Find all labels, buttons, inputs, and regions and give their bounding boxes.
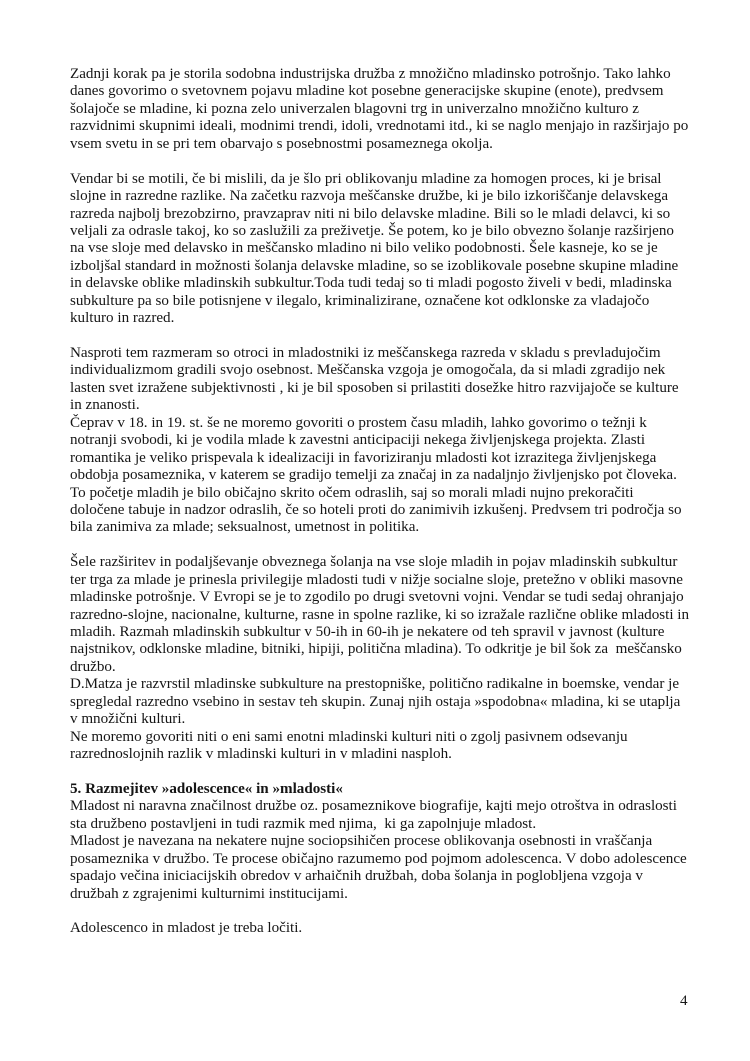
text-line: spregledal razredno vsebino in sestav teh skupin. Zunaj njih ostaja »spodobna« mladina, ki se utaplja [70, 693, 681, 710]
text-line: v množični kulturi. [70, 711, 186, 728]
paragraph [70, 554, 710, 763]
text-line: vsem svetu in se pri tem obarvajo s posebnostmi posameznega okolja. [70, 135, 493, 152]
text-line: izboljšal standard in možnosti šolanja delavske mladine, so se izoblikovale posebne skupine mladine [70, 257, 679, 274]
text-line: Adolescenco in mladost je treba ločiti. [70, 920, 303, 937]
text-content [70, 66, 710, 938]
text-line: Ne moremo govoriti niti o eni sami enotni mladinski kulturi niti o zgolj pasivnem odsevanju [70, 728, 628, 745]
text-line: določene tabuje in nadzor odraslih, če so hoteli proti do zanimivih izkušenj. Predvsem tri področja so [70, 501, 682, 518]
text-line: Čeprav v 18. in 19. st. še ne moremo govoriti o prostem času mladih, lahko govorimo o težnji k [70, 414, 647, 431]
text-line: bila zanimiva za mlade; seksualnost, umetnost in politika. [70, 519, 420, 536]
text-line: in delavske oblike mladinskih subkultur.Toda tudi tedaj so ti mladi pogosto živeli v bedi, mladinska [70, 275, 672, 292]
text-line: danes govorimo o svetovnem pojavu mladine kot posebne generacijske skupine (enote), predvsem [70, 83, 664, 100]
text-line: razrednoslojnih razlik v mladinski kulturi in v mladini nasploh. [70, 746, 452, 763]
text-line: To početje mladih je bilo običajno skrito očem odraslih, saj so morali mladi nujno prekoračiti [70, 484, 634, 501]
text-line: razredno-slojne, nacionalne, kulturne, rasne in spolne razlike, ki so izražale različne oblike mladosti in [70, 606, 690, 623]
paragraph [70, 798, 710, 903]
text-line: Mladost je navezana na nekatere nujne sociopsihičen procese oblikovanja osebnosti in vraščanja [70, 833, 653, 850]
text-line: na vse sloje med delavsko in meščansko mladino ni bilo veliko podobnosti. Šele kasneje, ko se je [70, 240, 658, 257]
text-line: razreda najbolj brezobzirno, pravzaprav niti ni bilo delavske mladine. Bili so le mladi delavci, ki so [70, 205, 671, 222]
text-line: notranji svobodi, ki je vodila mlade k zavestni anticipaciji nekega življenjskega projekta. Zlasti [70, 432, 646, 449]
text-line: Zadnji korak pa je storila sodobna industrijska družba z množično mladinsko potrošnjo. Tako lahko [70, 66, 671, 82]
text-line: mladih. Razmah mladinskih subkultur v 50-ih in 60-ih je nekatere od teh spravil v javnost (kulture [70, 624, 665, 640]
paragraph [70, 66, 710, 153]
text-line: družbo. [70, 658, 116, 675]
text-line: Vendar bi se motili, če bi mislili, da je šlo pri oblikovanju mladine za homogen proces, ki je brisal [70, 170, 662, 187]
text-line: ter trga za mlade je prinesla privilegije mladosti tudi v nižje socialne sloje, pretežno v obliki masovne [70, 571, 683, 588]
text-line: posameznika v družbo. Te procese običajno razumemo pod pojmom adolescenca. V dobo adolescence [70, 850, 687, 867]
text-line: D.Matza je razvrstil mladinske subkulture na prestopniške, politično radikalne in boemske, vendar je [70, 676, 680, 693]
paragraph [70, 345, 710, 537]
text-line: Mladost ni naravna značilnost družbe oz. posameznikove biografije, kajti mejo otroštva in odraslosti [70, 798, 677, 815]
text-line: Nasproti tem razmeram so otroci in mladostniki iz meščanskega razreda v skladu s prevladujočim [70, 345, 661, 361]
text-line: slojne in razredne razlike. Na začetku razvoja meščanske družbe, ki je bilo izkoriščanje delavskega [70, 188, 669, 205]
paragraph [70, 171, 710, 328]
text-line: in znanosti. [70, 397, 140, 414]
text-line: razvidnimi skupnimi ideali, modnimi trendi, idoli, vrednotami itd., ki se naglo menjajo in razširjajo po [70, 118, 689, 135]
text-line: sta družbeno postavljeni in tudi razmik med njima, ki ga zapolnjuje mladost. [70, 815, 537, 832]
text-line: romantika je veliko prispevala k idealizaciji in favoriziranju mladosti kot izrazitega življenjskega [70, 449, 657, 466]
section-heading [70, 781, 710, 798]
text-line: šolajoče se mladine, ki pozna zelo univerzalen blagovni trg in univerzalno množično kulturo z [70, 100, 639, 117]
text-line: lasten svet izražene subjektivnosti , ki je bil sposoben si prilastiti dosežke hitro razvijajoče se kulture [70, 379, 679, 396]
text-line: spadajo večina iniciacijskih obredov v arhaičnih družbah, doba šolanja in poglobljena vzgoja v [70, 868, 643, 885]
text-line: individualizmom gradili svojo osebnost. Meščanska vzgoja je omogočala, da si mladi zgradijo nek [70, 362, 666, 379]
text-line: kulturo in razred. [70, 310, 175, 327]
text-line: veljali za odrasle takoj, ko so zaslužili za preživetje. Še potem, ko je bilo obvezno šolanje razširjeno [70, 222, 674, 239]
text-line: družbah z zgrajenimi kulturnimi institucijami. [70, 885, 348, 902]
text-line: obdobja posameznika, v katerem se gradijo temelji za značaj in za nadaljnjo življenjsko pot človeka. [70, 467, 677, 484]
text-line: Šele razširitev in podaljševanje obveznega šolanja na vse sloje mladih in pojav mladinskih subkultur [70, 554, 678, 571]
text-line: najstnikov, odklonske mladine, bitniki, hipiji, politična mladina). To odkritje je bil šok za meščansko [70, 641, 682, 658]
page-number: 4 [680, 993, 688, 1009]
text-line: mladinske potrošnje. V Evropi se je to zgodilo po drugi svetovni vojni. Vendar se tudi sedaj ohranjajo [70, 589, 684, 606]
paragraph [70, 920, 710, 937]
text-line: subkulture pa so bile potisnjene v ilegalo, kriminalizirane, označene kot odklonske za vladajočo [70, 292, 650, 309]
text-line: 5. Razmejitev »adolescence« in »mladosti« [70, 780, 343, 797]
